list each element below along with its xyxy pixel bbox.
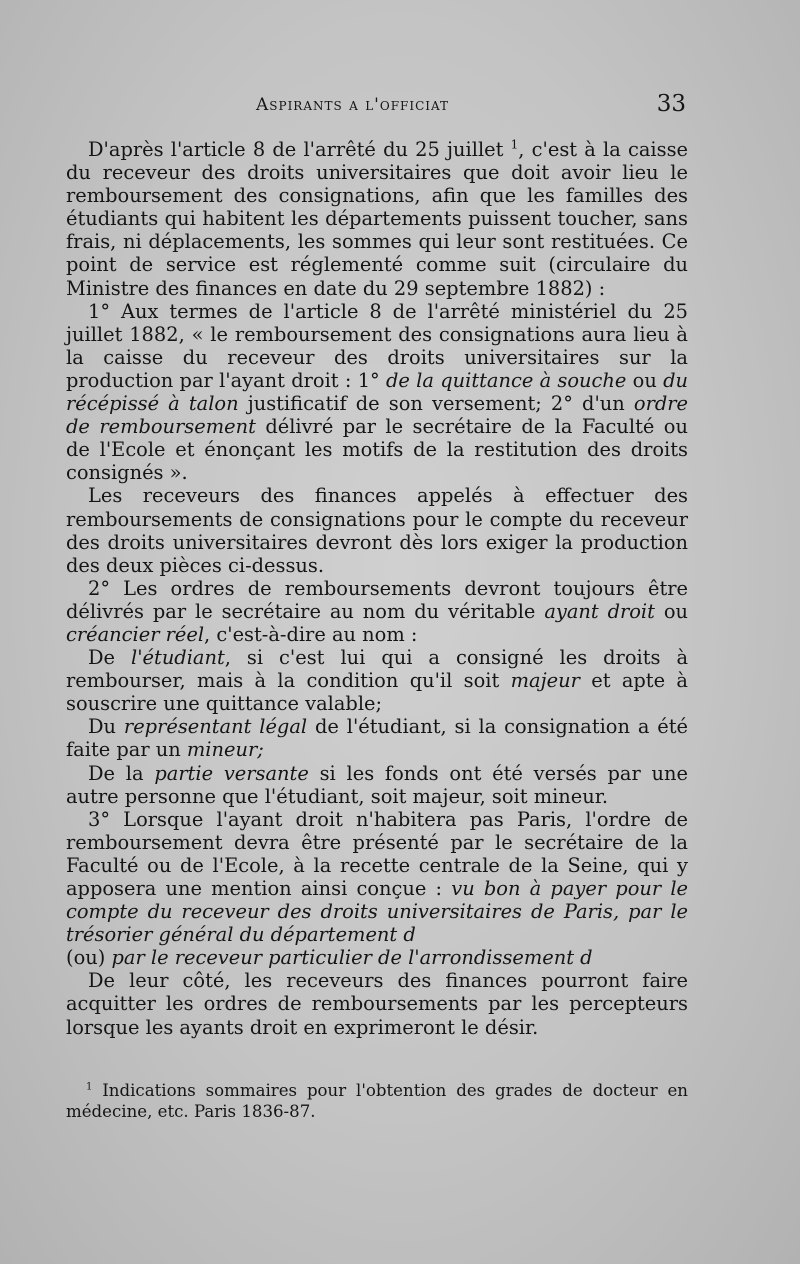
paragraph-2-text-c: justificatif de son versement; 2° d'un [238, 392, 634, 416]
page-number: 33 [656, 91, 686, 117]
paragraph-6 [66, 715, 688, 761]
footnote-body: Indications sommaires pour l'obtention des grades de docteur en médecine, etc. Paris 1836-87. [66, 1081, 688, 1121]
paragraph-4-text-b: ou [654, 599, 689, 623]
running-head [66, 91, 686, 123]
paragraph-6-italic-2: mineur; [186, 738, 264, 762]
footnote-marker: 1 [86, 1081, 93, 1093]
paragraph-5-text-b: , si c'est lui qui a consigné les droits à rembourser, mais à la condition qu'il soit [66, 646, 688, 693]
paragraph-4-text-c: , c'est-à-dire au nom : [204, 622, 418, 646]
paragraph-9-text-a: (ou) [66, 946, 112, 970]
paragraph-9-italic-1: par le receveur particulier de l'arrondissement d [111, 946, 593, 970]
paragraph-7-text-a: De la [88, 761, 155, 785]
paragraph-4-italic-1: ayant droit [544, 599, 655, 623]
footnote-text [66, 1080, 688, 1122]
paragraph-2-italic-3: ordre de remboursement [66, 392, 688, 439]
paragraph-5-text-c: et apte à souscrire une quittance valable; [66, 669, 688, 716]
paragraph-4 [66, 577, 688, 646]
paragraph-1-text-a: D'après l'article 8 de l'arrêté du 25 juillet [88, 138, 511, 161]
paragraph-7-text-b: si les fonds ont été versés par une autre personne que l'étudiant, soit majeur, soit mineur. [66, 761, 688, 808]
paragraph-7 [66, 762, 688, 808]
paragraph-5-italic-2: majeur [510, 669, 580, 693]
paragraph-4-italic-2: créancier réel [66, 622, 205, 646]
paragraph-8 [66, 808, 688, 947]
paragraph-1 [66, 138, 688, 300]
paragraph-5 [66, 646, 688, 715]
paragraph-2-text-d: délivré par le secrétaire de la Faculté ou de l'Ecole et énonçant les motifs de la restitution des droits consignés ». [66, 415, 688, 485]
paragraph-6-text-a: Du [88, 715, 124, 739]
paragraph-5-italic-1: l'étudiant [131, 646, 225, 670]
running-title: Aspirants a l'officiat [256, 95, 450, 115]
paragraph-9 [66, 946, 688, 969]
paragraph-2-text-b: ou [626, 368, 664, 392]
paragraph-10: De leur côté, les receveurs des finances pourront faire acquitter les ordres de remboursements par les percepteurs lorsque les ayants droit en exprimeront le désir. [66, 969, 688, 1039]
paragraph-2 [66, 300, 688, 485]
paragraph-7-italic-1: partie versante [154, 761, 309, 785]
body-text [66, 138, 688, 1039]
paragraph-3: Les receveurs des finances appelés à effectuer des remboursements de consignations pour le compte du receveur des droits universitaires devront dès lors exiger la production des deux pièces ci-dessus. [66, 484, 688, 577]
paragraph-2-italic-1: de la quittance à souche [386, 368, 627, 392]
paragraph-5-text-a: De [88, 646, 132, 670]
paragraph-4-text-a: 2° Les ordres de remboursements devront toujours être délivrés par le secrétaire au nom du véritable [66, 576, 688, 623]
paragraph-8-text-a: 3° Lorsque l'ayant droit n'habitera pas Paris, l'ordre de remboursement devra être présenté par le secrétaire de la Faculté ou de l'Ecole, à la recette centrale de la Seine, qui y apposera une mention ainsi conçue : [66, 807, 688, 900]
paragraph-6-text-b: de l'étudiant, si la consignation a été faite par un [66, 715, 689, 762]
paragraph-2-text-a: 1° Aux termes de l'article 8 de l'arrêté ministériel du 25 juillet 1882, « le remboursement des consignations aura lieu à la caisse du receveur des droits universitaires sur la production par l'ayant droit : 1° [66, 299, 688, 392]
footnote-reference: 1 [510, 137, 519, 152]
paragraph-2-italic-2: du récépissé à talon [66, 368, 688, 416]
paragraph-1-text-b: , c'est à la caisse du receveur des droits universitaires que doit avoir lieu le remboursement des consignations, afin que les familles des étudiants qui habitent les départements puissent toucher, sans frais, ni déplacements, les sommes qui leur sont restituées. Ce point de service est réglementé comme suit (circulaire du Ministre des finances en date du 29 septembre 1882) : [66, 138, 688, 300]
paragraph-6-italic-1: représentant légal [123, 715, 308, 739]
paragraph-8-italic-1: vu bon à payer pour le compte du receveur des droits universitaires de Paris, par le trésorier général du département d [66, 877, 689, 947]
footnote [66, 1080, 688, 1122]
